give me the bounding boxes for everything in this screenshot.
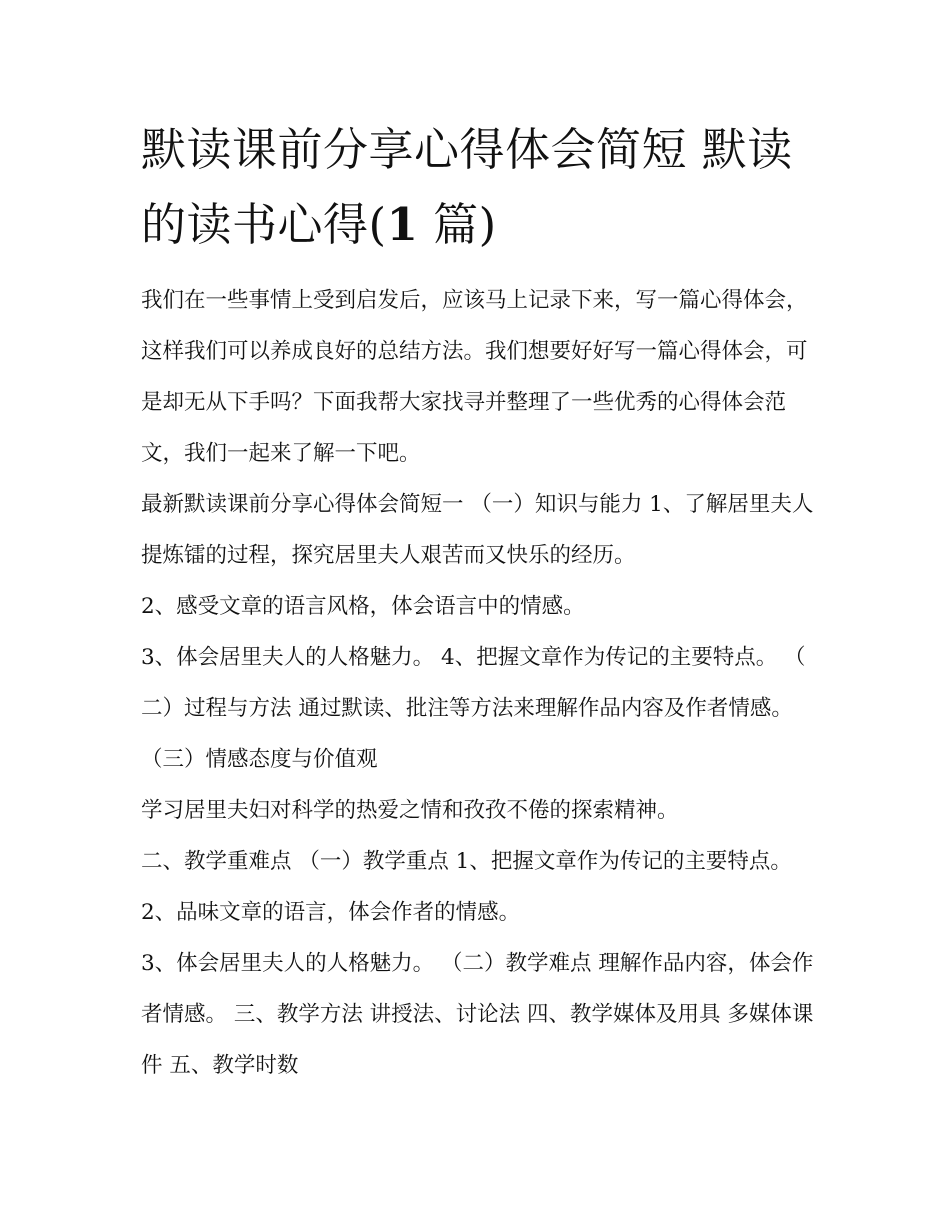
goal-two-paragraph: 2、感受文章的语言风格，体会语言中的情感。 — [141, 594, 585, 619]
goal-three-paragraph: 3、体会居里夫人的人格魅力。 4、把握文章作为传记的主要特点。 （ 二）过程与方法 通过默读、批注等方法来理解作品内容及作者情感。 （三）情感态度与价值观 — [141, 645, 806, 772]
document-body — [141, 275, 821, 1091]
values-paragraph: 学习居里夫妇对科学的热爱之情和孜孜不倦的探索精神。 — [141, 798, 679, 823]
key-points-paragraph: 二、教学重难点 （一）教学重点 1、把握文章作为传记的主要特点。 2、品味文章的语言，体会作者的情感。 — [141, 849, 792, 925]
title-main-text: 默读课前分享心得体会简短 默读的读书心得( — [141, 123, 793, 251]
title-count: 1 — [386, 198, 419, 251]
title-end-text: 篇) — [418, 198, 497, 251]
document-title — [141, 112, 821, 262]
document-page — [141, 112, 821, 1091]
difficulties-paragraph: 3、体会居里夫人的人格魅力。 （二）教学难点 理解作品内容，体会作者情感。 三、教学方法 讲授法、讨论法 四、教学媒体及用具 多媒体课件 五、教学时数 — [141, 951, 814, 1078]
section-one-paragraph: 最新默读课前分享心得体会简短一 （一）知识与能力 1、了解居里夫人提炼镭的过程，探究居里夫人艰苦而又快乐的经历。 — [141, 492, 814, 568]
intro-paragraph: 我们在一些事情上受到启发后，应该马上记录下来，写一篇心得体会，这样我们可以养成良好的总结方法。我们想要好好写一篇心得体会，可是却无从下手吗？下面我帮大家找寻并整理了一些优秀的心得体会范文，我们一起来了解一下吧。 — [141, 288, 808, 466]
